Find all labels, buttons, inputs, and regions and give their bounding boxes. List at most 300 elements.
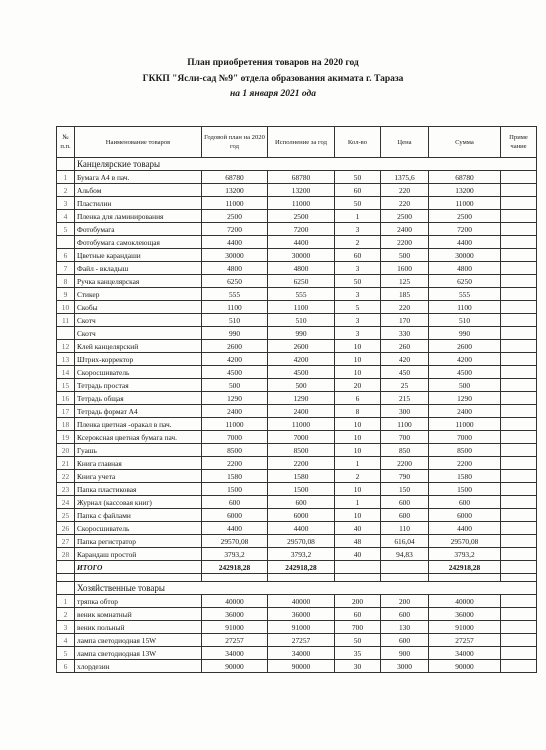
col-plan-header: Годовой план на 2020 год	[202, 127, 268, 158]
price: 420	[381, 353, 429, 366]
annual-plan: 3793,2	[202, 548, 268, 561]
quantity: 50	[335, 171, 381, 184]
table-row	[57, 548, 537, 561]
col-name-header: Наименование товаров	[75, 127, 202, 158]
item-name: Ксероксная цветная бумага пач.	[75, 431, 202, 444]
annual-plan: 1290	[202, 392, 268, 405]
table-row	[57, 210, 537, 223]
row-num: 6	[57, 249, 75, 262]
table-row	[57, 366, 537, 379]
price: 25	[381, 379, 429, 392]
sum: 4500	[429, 366, 501, 379]
annual-plan: 555	[202, 288, 268, 301]
annual-plan: 2500	[202, 210, 268, 223]
annual-plan: 1100	[202, 301, 268, 314]
table-row	[57, 301, 537, 314]
empty-cell	[501, 574, 537, 582]
quantity: 10	[335, 509, 381, 522]
row-num: 3	[57, 621, 75, 634]
row-num: 4	[57, 210, 75, 223]
row-num: 14	[57, 366, 75, 379]
executed: 90000	[268, 660, 335, 673]
annual-plan: 4400	[202, 522, 268, 535]
table-row	[57, 483, 537, 496]
quantity: 1	[335, 457, 381, 470]
price: 300	[381, 405, 429, 418]
item-name: Пластилин	[75, 197, 202, 210]
row-num: 28	[57, 548, 75, 561]
table-row	[57, 647, 537, 660]
note	[501, 197, 537, 210]
table-row	[57, 509, 537, 522]
row-num	[57, 561, 75, 574]
total-label: ИТОГО	[75, 561, 202, 574]
row-num: 10	[57, 301, 75, 314]
price: 330	[381, 327, 429, 340]
executed: 29570,08	[268, 535, 335, 548]
table-row	[57, 634, 537, 647]
quantity: 40	[335, 548, 381, 561]
sum: 6000	[429, 509, 501, 522]
quantity: 20	[335, 379, 381, 392]
note	[501, 366, 537, 379]
sum: 3793,2	[429, 548, 501, 561]
item-name: Фотобумага самоклеющая	[75, 236, 202, 249]
table-body	[57, 158, 537, 673]
col-qty-header: Кол-во	[335, 127, 381, 158]
note	[501, 431, 537, 444]
row-num: 11	[57, 314, 75, 327]
quantity: 1	[335, 496, 381, 509]
executed: 13200	[268, 184, 335, 197]
annual-plan: 4400	[202, 236, 268, 249]
row-num	[57, 158, 75, 171]
quantity: 40	[335, 522, 381, 535]
table-row	[57, 184, 537, 197]
note	[501, 470, 537, 483]
table-row	[57, 660, 537, 673]
annual-plan: 90000	[202, 660, 268, 673]
row-num: 17	[57, 405, 75, 418]
item-name: Папка регистратор	[75, 535, 202, 548]
row-num: 7	[57, 262, 75, 275]
table-row	[57, 314, 537, 327]
quantity: 10	[335, 353, 381, 366]
sum: 4800	[429, 262, 501, 275]
price: 700	[381, 431, 429, 444]
price: 900	[381, 647, 429, 660]
table-row	[57, 223, 537, 236]
note	[501, 353, 537, 366]
table-row	[57, 288, 537, 301]
annual-plan: 4800	[202, 262, 268, 275]
price: 600	[381, 608, 429, 621]
annual-plan: 91000	[202, 621, 268, 634]
table-row	[57, 522, 537, 535]
executed: 68780	[268, 171, 335, 184]
executed: 4800	[268, 262, 335, 275]
executed: 4200	[268, 353, 335, 366]
col-done-header: Исполнение за год	[268, 127, 335, 158]
annual-plan: 510	[202, 314, 268, 327]
table-row	[57, 275, 537, 288]
executed: 4400	[268, 236, 335, 249]
quantity: 60	[335, 184, 381, 197]
executed: 990	[268, 327, 335, 340]
organization-line: ГККП "Ясли-сад №9" отдела образования акимата г. Тараза	[142, 74, 404, 84]
executed: 1100	[268, 301, 335, 314]
sum: 90000	[429, 660, 501, 673]
row-num: 12	[57, 340, 75, 353]
quantity: 50	[335, 197, 381, 210]
col-note-header: Приме чание	[501, 127, 537, 158]
price: 450	[381, 366, 429, 379]
empty-cell	[381, 574, 429, 582]
sum: 11000	[429, 197, 501, 210]
quantity: 10	[335, 418, 381, 431]
table-row	[57, 457, 537, 470]
table-row	[57, 608, 537, 621]
price: 170	[381, 314, 429, 327]
item-name: Штрих-корректор	[75, 353, 202, 366]
sum: 7200	[429, 223, 501, 236]
executed: 8500	[268, 444, 335, 457]
quantity: 50	[335, 634, 381, 647]
executed: 1290	[268, 392, 335, 405]
table-row	[57, 197, 537, 210]
sum: 27257	[429, 634, 501, 647]
price: 2200	[381, 457, 429, 470]
row-num: 23	[57, 483, 75, 496]
note	[501, 535, 537, 548]
row-num: 18	[57, 418, 75, 431]
note	[501, 327, 537, 340]
row-num	[57, 582, 75, 595]
price: 616,04	[381, 535, 429, 548]
price: 2500	[381, 210, 429, 223]
item-name: Гуашь	[75, 444, 202, 457]
quantity: 10	[335, 340, 381, 353]
executed: 36000	[268, 608, 335, 621]
note	[501, 171, 537, 184]
quantity: 10	[335, 483, 381, 496]
note	[501, 392, 537, 405]
annual-plan: 6250	[202, 275, 268, 288]
sum: 1500	[429, 483, 501, 496]
executed: 4500	[268, 366, 335, 379]
price: 215	[381, 392, 429, 405]
row-num: 1	[57, 595, 75, 608]
sum: 1290	[429, 392, 501, 405]
note	[501, 483, 537, 496]
item-name: Ручка канцелярская	[75, 275, 202, 288]
row-num: 21	[57, 457, 75, 470]
row-num: 16	[57, 392, 75, 405]
table-row	[57, 418, 537, 431]
item-name: Скоросшиватель	[75, 366, 202, 379]
sum: 6250	[429, 275, 501, 288]
quantity: 30	[335, 660, 381, 673]
table-row	[57, 595, 537, 608]
annual-plan: 13200	[202, 184, 268, 197]
item-name: Цветные карандаши	[75, 249, 202, 262]
item-name: веник комнатный	[75, 608, 202, 621]
annual-plan: 6000	[202, 509, 268, 522]
row-num: 2	[57, 608, 75, 621]
note	[501, 210, 537, 223]
note	[501, 301, 537, 314]
executed: 3793,2	[268, 548, 335, 561]
quantity: 2	[335, 236, 381, 249]
annual-plan: 30000	[202, 249, 268, 262]
table-row	[57, 444, 537, 457]
sum: 30000	[429, 249, 501, 262]
row-num: 2	[57, 184, 75, 197]
section-title: Канцелярские товары	[75, 158, 537, 171]
sum: 34000	[429, 647, 501, 660]
item-name: хлордезин	[75, 660, 202, 673]
quantity: 5	[335, 301, 381, 314]
sum: 36000	[429, 608, 501, 621]
item-name: тряпка обтор	[75, 595, 202, 608]
price: 2200	[381, 236, 429, 249]
annual-plan: 2400	[202, 405, 268, 418]
row-num: 1	[57, 171, 75, 184]
table-row	[57, 431, 537, 444]
table-header	[57, 127, 537, 158]
table-row	[57, 340, 537, 353]
item-name: Фотобумага	[75, 223, 202, 236]
sum: 990	[429, 327, 501, 340]
executed: 40000	[268, 595, 335, 608]
price: 850	[381, 444, 429, 457]
plan-title: План приобретения товаров на 2020 год	[187, 58, 359, 68]
price: 185	[381, 288, 429, 301]
col-sum-header: Сумма	[429, 127, 501, 158]
note	[501, 660, 537, 673]
item-name: Скотч	[75, 314, 202, 327]
table-row	[57, 470, 537, 483]
executed: 91000	[268, 621, 335, 634]
executed: 500	[268, 379, 335, 392]
sum: 510	[429, 314, 501, 327]
annual-plan: 4200	[202, 353, 268, 366]
note	[501, 418, 537, 431]
annual-plan: 1500	[202, 483, 268, 496]
row-num: 19	[57, 431, 75, 444]
quantity: 3	[335, 327, 381, 340]
executed: 2400	[268, 405, 335, 418]
price: 220	[381, 184, 429, 197]
note	[501, 262, 537, 275]
annual-plan: 600	[202, 496, 268, 509]
item-name: Альбом	[75, 184, 202, 197]
price: 790	[381, 470, 429, 483]
annual-plan: 2600	[202, 340, 268, 353]
annual-plan: 8500	[202, 444, 268, 457]
price: 1375,6	[381, 171, 429, 184]
sum: 2400	[429, 405, 501, 418]
sum: 68780	[429, 171, 501, 184]
executed: 11000	[268, 418, 335, 431]
annual-plan: 11000	[202, 418, 268, 431]
table-row	[57, 379, 537, 392]
empty-cell	[429, 574, 501, 582]
empty-cell	[75, 574, 202, 582]
row-num: 5	[57, 223, 75, 236]
row-num: 6	[57, 660, 75, 673]
executed: 27257	[268, 634, 335, 647]
note	[501, 608, 537, 621]
total-done: 242918,28	[268, 561, 335, 574]
total-plan: 242918,28	[202, 561, 268, 574]
annual-plan: 1580	[202, 470, 268, 483]
note	[501, 561, 537, 574]
note	[501, 634, 537, 647]
item-name: Клей канцелярский	[75, 340, 202, 353]
item-name: Пленка цветная -оракал в пач.	[75, 418, 202, 431]
item-name: Стикер	[75, 288, 202, 301]
item-name: Скоросшиватель	[75, 522, 202, 535]
row-num: 25	[57, 509, 75, 522]
executed: 30000	[268, 249, 335, 262]
quantity: 60	[335, 608, 381, 621]
quantity: 48	[335, 535, 381, 548]
executed: 1500	[268, 483, 335, 496]
quantity: 3	[335, 223, 381, 236]
item-name: Папка пластиковая	[75, 483, 202, 496]
price: 220	[381, 301, 429, 314]
total-sum: 242918,28	[429, 561, 501, 574]
annual-plan: 34000	[202, 647, 268, 660]
quantity: 10	[335, 444, 381, 457]
spacer-row	[57, 574, 537, 582]
price: 2400	[381, 223, 429, 236]
row-num: 26	[57, 522, 75, 535]
sum: 1580	[429, 470, 501, 483]
item-name: Файл - вкладыш	[75, 262, 202, 275]
note	[501, 444, 537, 457]
row-num	[57, 327, 75, 340]
price: 220	[381, 197, 429, 210]
total-price	[381, 561, 429, 574]
price: 1600	[381, 262, 429, 275]
section-title: Хозяйственные товары	[75, 582, 537, 595]
row-num: 9	[57, 288, 75, 301]
table-row	[57, 392, 537, 405]
table-row	[57, 353, 537, 366]
note	[501, 522, 537, 535]
price: 150	[381, 483, 429, 496]
row-num: 15	[57, 379, 75, 392]
row-num: 22	[57, 470, 75, 483]
table-row	[57, 171, 537, 184]
executed: 6250	[268, 275, 335, 288]
executed: 34000	[268, 647, 335, 660]
empty-cell	[57, 574, 75, 582]
executed: 7000	[268, 431, 335, 444]
col-num-header: № п.п.	[57, 127, 75, 158]
item-name: Скобы	[75, 301, 202, 314]
row-num: 20	[57, 444, 75, 457]
price: 600	[381, 496, 429, 509]
row-num	[57, 236, 75, 249]
item-name: Пленка для ламинирования	[75, 210, 202, 223]
item-name: лампа светодиодная 13W	[75, 647, 202, 660]
annual-plan: 2200	[202, 457, 268, 470]
price: 200	[381, 595, 429, 608]
quantity: 8	[335, 405, 381, 418]
price: 125	[381, 275, 429, 288]
executed: 4400	[268, 522, 335, 535]
sum: 2500	[429, 210, 501, 223]
sum: 2600	[429, 340, 501, 353]
annual-plan: 68780	[202, 171, 268, 184]
section-row	[57, 582, 537, 595]
note	[501, 548, 537, 561]
note	[501, 340, 537, 353]
item-name: Бумага А4 в пач.	[75, 171, 202, 184]
sum: 500	[429, 379, 501, 392]
sum: 40000	[429, 595, 501, 608]
item-name: Книга главная	[75, 457, 202, 470]
note	[501, 275, 537, 288]
annual-plan: 4500	[202, 366, 268, 379]
quantity: 3	[335, 314, 381, 327]
note	[501, 509, 537, 522]
table-row	[57, 262, 537, 275]
price: 260	[381, 340, 429, 353]
quantity: 700	[335, 621, 381, 634]
item-name: Скотч	[75, 327, 202, 340]
executed: 11000	[268, 197, 335, 210]
date-line: на 1 января 2021 ода	[230, 89, 316, 99]
annual-plan: 27257	[202, 634, 268, 647]
note	[501, 405, 537, 418]
quantity: 2	[335, 470, 381, 483]
total-row	[57, 561, 537, 574]
row-num: 5	[57, 647, 75, 660]
quantity: 200	[335, 595, 381, 608]
quantity: 50	[335, 275, 381, 288]
table-row	[57, 496, 537, 509]
col-price-header: Цена	[381, 127, 429, 158]
note	[501, 249, 537, 262]
executed: 2600	[268, 340, 335, 353]
row-num: 3	[57, 197, 75, 210]
annual-plan: 500	[202, 379, 268, 392]
table-row	[57, 249, 537, 262]
executed: 510	[268, 314, 335, 327]
price: 600	[381, 634, 429, 647]
table-row	[57, 621, 537, 634]
item-name: Книга учета	[75, 470, 202, 483]
price: 94,83	[381, 548, 429, 561]
sum: 4400	[429, 522, 501, 535]
sum: 555	[429, 288, 501, 301]
quantity: 6	[335, 392, 381, 405]
row-num: 27	[57, 535, 75, 548]
note	[501, 288, 537, 301]
executed: 1580	[268, 470, 335, 483]
price: 130	[381, 621, 429, 634]
note	[501, 184, 537, 197]
row-num: 8	[57, 275, 75, 288]
table-row	[57, 327, 537, 340]
annual-plan: 7000	[202, 431, 268, 444]
executed: 555	[268, 288, 335, 301]
table-row	[57, 405, 537, 418]
